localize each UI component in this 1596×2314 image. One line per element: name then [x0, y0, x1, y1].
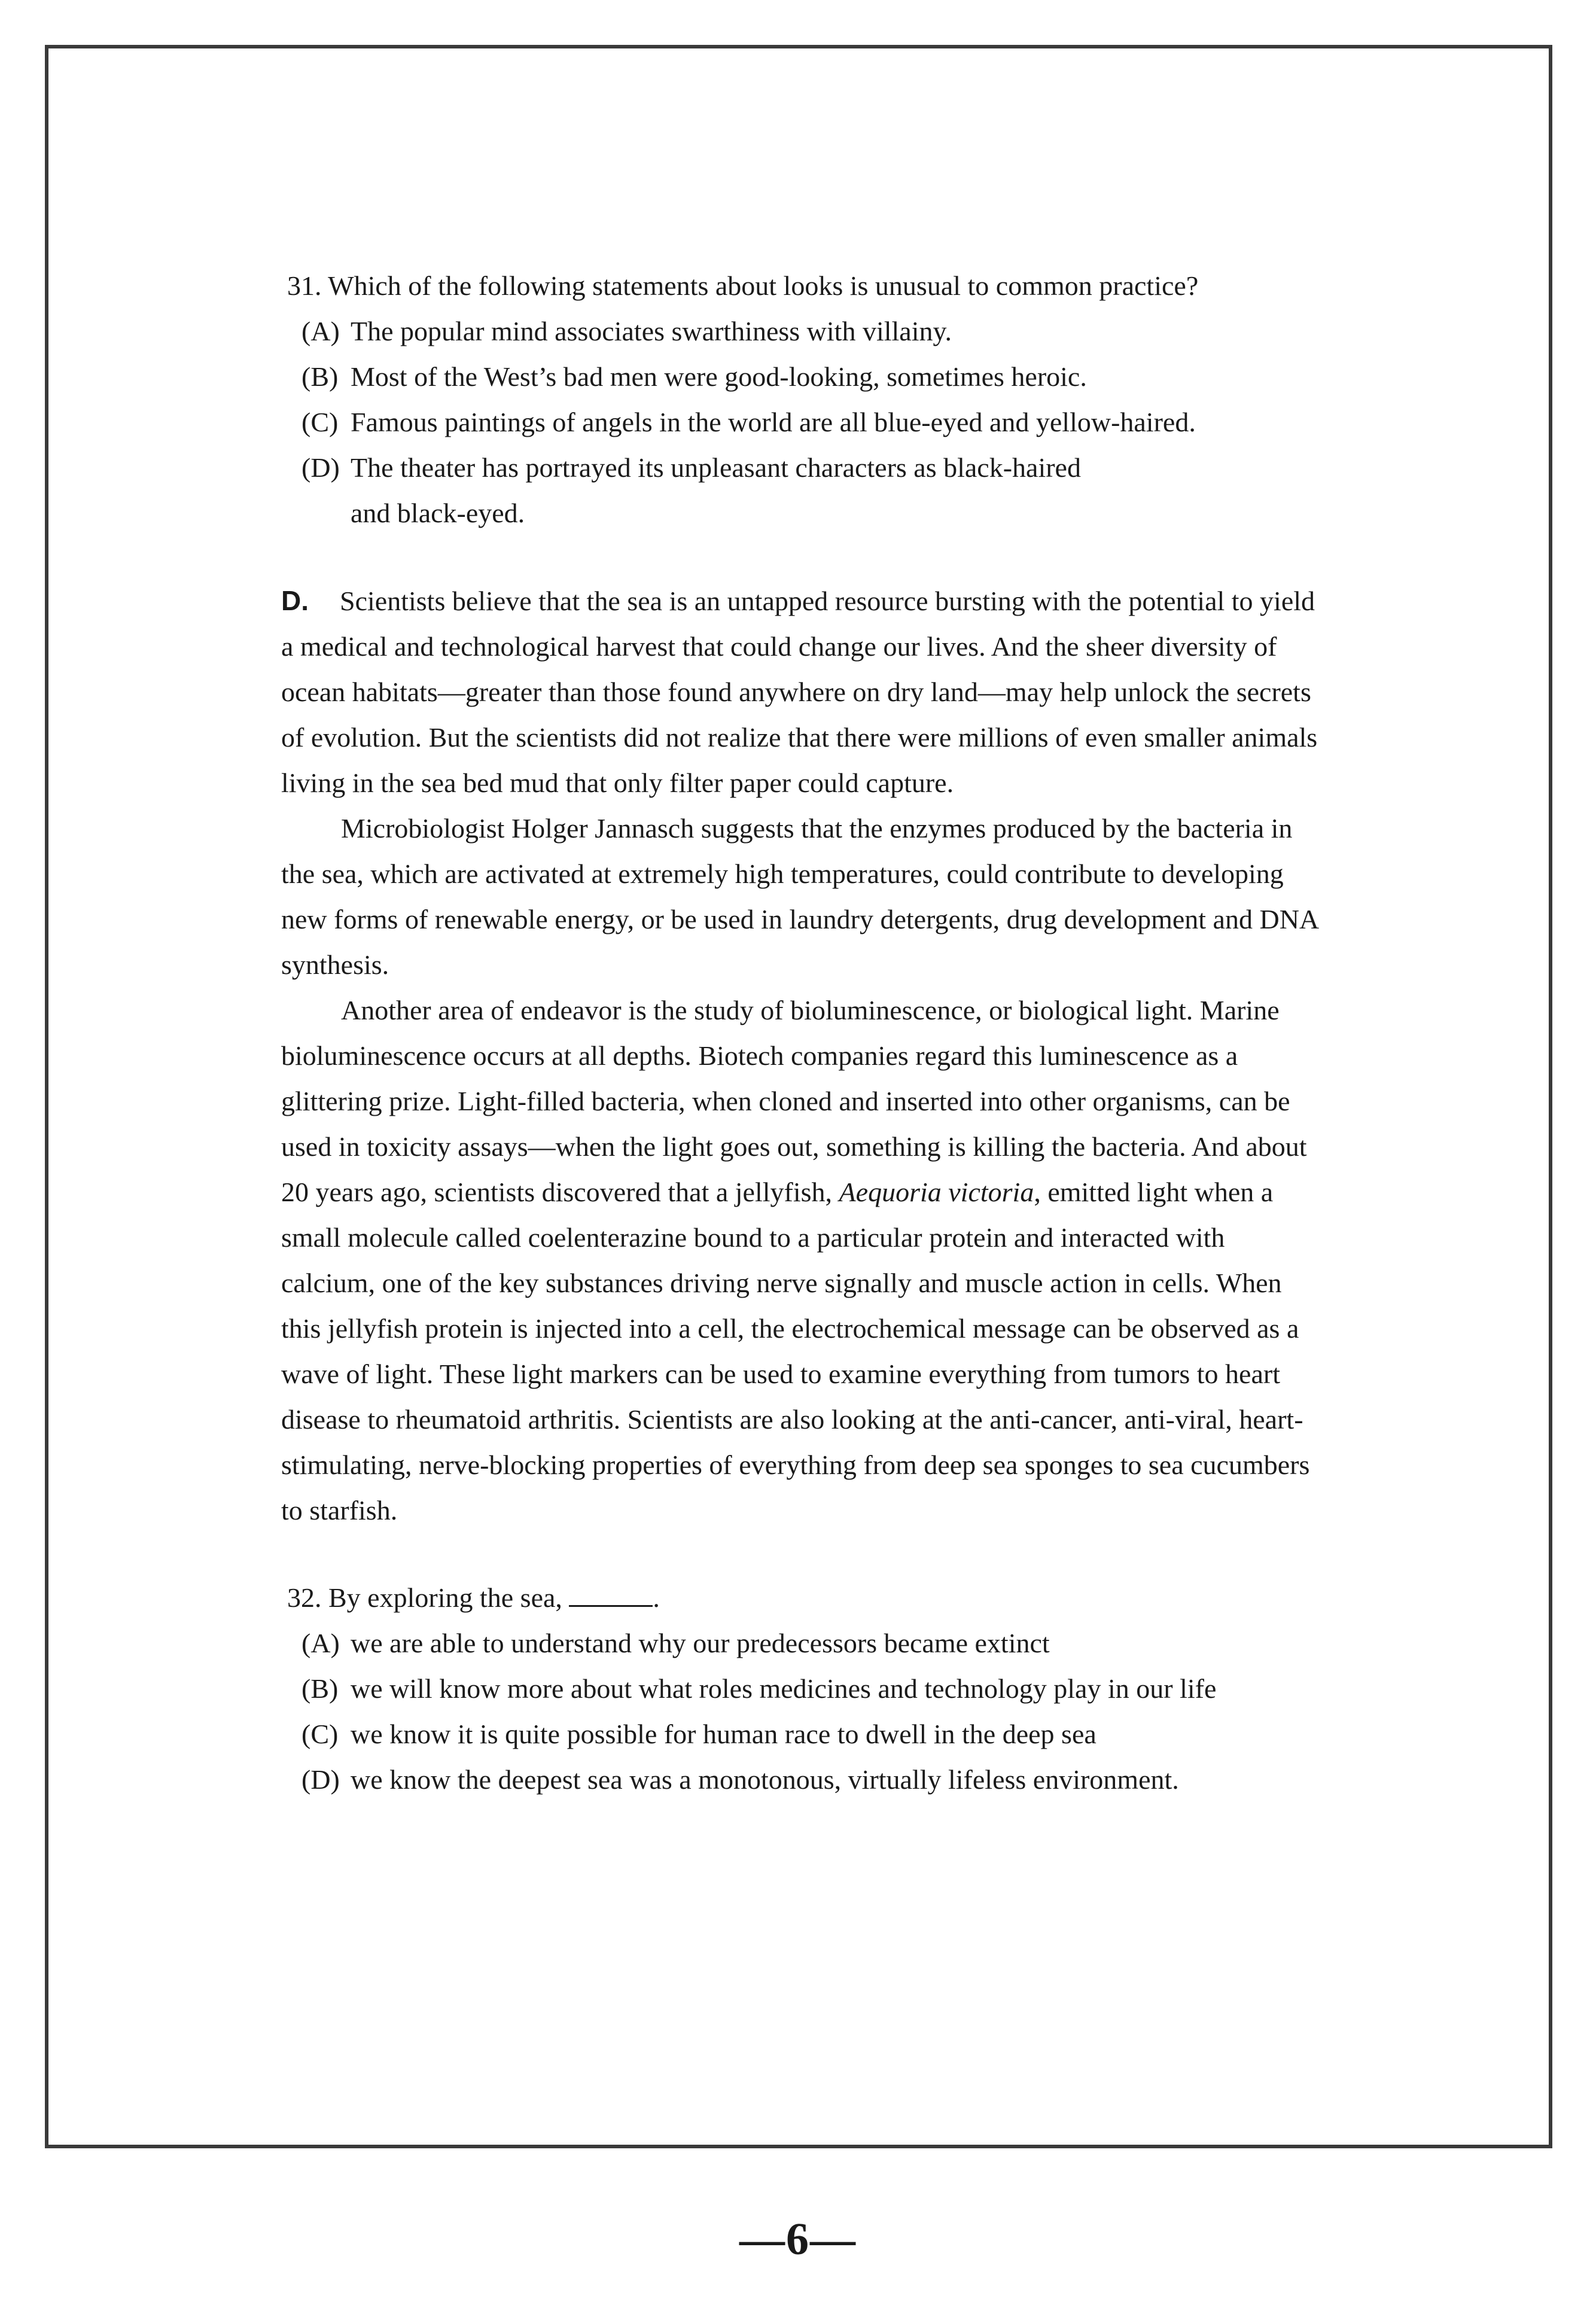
question-32-option-a [287, 1621, 1340, 1666]
option-letter: (C) [301, 407, 339, 437]
question-31-option-b [287, 354, 1340, 400]
option-letter: (C) [301, 1719, 339, 1749]
option-text: we know the deepest sea was a monotonous, virtually lifeless environment. [351, 1764, 1179, 1795]
question-32-option-c [287, 1712, 1340, 1757]
species-name: Aequoria victoria [839, 1177, 1034, 1207]
page-number: —6— [739, 2214, 857, 2264]
question-32-option-d [287, 1757, 1340, 1803]
paragraph-text: Scientists believe that the sea is an untapped resource bursting with the potential to yield a medical and technological harvest that could change our lives. And the sheer diversity of ocean habitats—greater than those found anywhere on dry land—may help unlock the secrets of evolution. But the scientists did not realize that there were millions of even smaller animals living in the sea bed mud that only filter paper could capture. [281, 586, 1318, 798]
question-stem-text: 32. By exploring the sea, [287, 1582, 562, 1613]
option-letter: (D) [301, 1764, 340, 1795]
option-letter: (A) [301, 316, 340, 346]
section-gap [287, 536, 1340, 578]
question-31-stem: 31. Which of the following statements about looks is unusual to common practice? [287, 270, 1199, 301]
passage-d-paragraph-3 [281, 988, 1322, 1533]
option-letter: (B) [301, 1673, 339, 1704]
exam-content [281, 263, 1340, 1803]
question-32-stem [287, 1575, 1340, 1621]
question-31-option-c [287, 400, 1340, 445]
section-label: D. [281, 585, 309, 616]
option-text: The theater has portrayed its unpleasant characters as black-haired and black-eyed. [351, 452, 1081, 528]
question-31-option-d [287, 445, 1340, 536]
passage-d [281, 578, 1322, 1533]
passage-d-paragraph-1 [281, 578, 1322, 806]
question-31 [287, 263, 1340, 536]
option-text: we know it is quite possible for human race to dwell in the deep sea [351, 1719, 1097, 1749]
option-letter: (A) [301, 1628, 340, 1658]
passage-d-paragraph-2: Microbiologist Holger Jannasch suggests that the enzymes produced by the bacteria in the sea, which are activated at extremely high temperatures, could contribute to developing new forms of renewable energy, or be used in laundry detergents, drug development and DNA synthesis. [281, 813, 1318, 980]
paragraph-text: , emitted light when a small molecule called coelenterazine bound to a particular protein and interacted with calcium, one of the key substances driving nerve signally and muscle action in cells. When this jellyfish protein is injected into a cell, the electrochemical message can be observed as a wave of light. These light markers can be used to examine everything from tumors to heart disease to rheumatoid arthritis. Scientists are also looking at the anti-cancer, anti-viral, heart-stimulating, nerve-blocking properties of everything from deep sea sponges to sea cucumbers to starfish. [281, 1177, 1310, 1526]
option-text: we are able to understand why our predecessors became extinct [351, 1628, 1050, 1658]
question-32 [287, 1575, 1340, 1803]
question-32-option-b [287, 1666, 1340, 1712]
section-gap [287, 1533, 1340, 1575]
option-text: The popular mind associates swarthiness with villainy. [351, 316, 952, 346]
option-text: Most of the West’s bad men were good-looking, sometimes heroic. [351, 361, 1087, 392]
option-text: we will know more about what roles medicines and technology play in our life [351, 1673, 1217, 1704]
option-text: Famous paintings of angels in the world are all blue-eyed and yellow-haired. [351, 407, 1196, 437]
answer-blank [569, 1582, 653, 1607]
paragraph-text: Another area of endeavor is the study of bioluminescence, or biological light. Marine bioluminescence occurs at all depths. Biotech companies regard this luminescence as a glittering prize. Light-filled bacteria, when cloned and inserted into other organisms, can be used in toxicity assays—when the light goes out, something is killing the bacteria. And about 20 years ago, scientists discovered that a jellyfish, [281, 995, 1307, 1207]
option-letter: (B) [301, 361, 339, 392]
question-31-option-a [287, 309, 1340, 354]
question-stem-end: . [653, 1582, 660, 1613]
option-letter: (D) [301, 452, 340, 483]
